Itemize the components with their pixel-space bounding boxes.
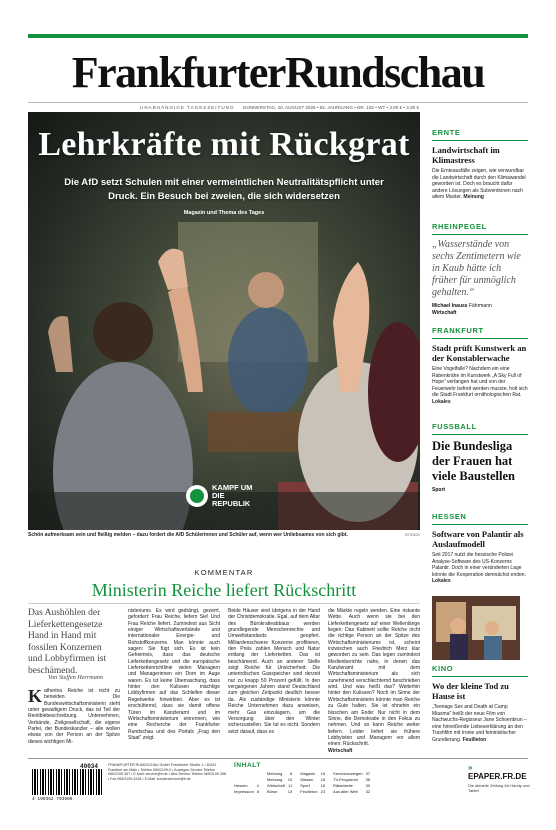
section-label: KINO <box>432 664 528 677</box>
teaser-rheinpegel[interactable] <box>432 222 528 316</box>
toc-heading: INHALT <box>234 762 261 769</box>
toc-section-link[interactable]: Meinung <box>267 771 283 776</box>
teaser-title[interactable]: Die Bundesliga der Frauen hat viele Baustellen <box>432 439 515 483</box>
photo-caption <box>28 532 420 538</box>
teaser-title[interactable]: Stadt prüft Kunstwerk an der Konstablerwache <box>432 343 527 363</box>
toc-page-number: 4 <box>256 783 260 788</box>
toc-page-number: 10 <box>287 777 293 782</box>
lead-headline[interactable]: Lehrkräfte mit Rückgrat <box>38 126 410 163</box>
lead-section-note: Magazin und Thema des Tages <box>183 210 265 216</box>
teaser-source: Sport <box>432 487 446 493</box>
toc-section-link[interactable]: Wirtschaft <box>267 783 285 788</box>
toc-section-link[interactable]: TV-Programm <box>333 777 358 782</box>
epaper-description: Die aktuelle Zeitung für Handy und Tablet <box>468 783 530 793</box>
commentary-intro: Das Aushöhlen der Lieferkettengesetze Hand in Hand mit fossilen Konzernen und Lobbyfirmen ist beschämend. <box>28 608 107 676</box>
barcode-number: 4 190352 703906 <box>32 797 73 802</box>
commentary-column-0: Katherina Reiche ist nicht zu beneiden. Die Bundeswirtschaftsministerin steht unter gewaltigem Druck, das ist Teil der Rentiblebeschreibung. Unternehmen, Verbände, Zivilgesellschaft, die eigene Partei, der Bundeskanzler – alle wollen etwas von der Person an der Spitze dieses wichtigen Mi- <box>28 686 120 745</box>
classroom-illustration <box>28 112 420 530</box>
commentary-author: Von Steffen Herrmann <box>48 674 103 681</box>
kino-photo[interactable] <box>432 596 520 660</box>
teaser-ernte[interactable] <box>432 128 528 201</box>
toc-page-number: 8 <box>256 789 260 794</box>
series-badge-label: KAMPF UM DIE REPUBLIK <box>212 483 253 508</box>
quote-author: Michael Inauss Fährmann Wirtschaft <box>432 303 492 316</box>
commentary-label: KOMMENTAR <box>194 568 254 577</box>
toc-row <box>234 789 378 795</box>
toc-section-link[interactable]: Meinung <box>267 777 283 782</box>
toc-section-link[interactable]: Wissen <box>300 777 314 782</box>
commentary-column-1: nisteriums. Es wird gedrängt, gezerrt, gefordert: Frau Reiche, liefern Sie! Und Frau Reiche liefert. Zumindest aus Sicht einiger Wirtschaftsverbände und internationaler Energie- und Rohstoffkonzerne. Man könnte auch sagen: Sie fügt sich. Es ist kein Geheimnis, dass das deutsche Lieferkettengesetz und die europäische Lieferkettenrichtlinie vielen Managern und Managerinnen ein Dorn im Auge waren. Es ist keine Überraschung, dass hinter den Kulissen mächtige Lobbyfirmen auf das Schleifen dieser Regelwerke hinwirkten. Aber es ist erschütternd, dass sie damit offene Türen im Kanzleramt und im Wirtschaftsministerium einrennen, wie eine Recherche der Frankfurter Rundschau und des Portals „Frag den Staat“ zeigt. <box>128 608 220 741</box>
teaser-body: Eine Vogelfalle? Nachdem ein eine Rabenkrähe im Kunstwerk „A Sky Full of Hope“ verfangen hat und von der Feuerwehr befreit werden musste, holt sich die Stadt Frankfurt ornithologischen Rat. Lokales <box>432 366 528 405</box>
toc-section-link[interactable]: Rätselseite <box>333 783 353 788</box>
epaper-promo[interactable] <box>468 763 530 793</box>
brand-bar <box>28 34 528 38</box>
toc-section-link[interactable]: Sport <box>300 783 310 788</box>
toc-section-link[interactable]: Impressum <box>234 789 254 794</box>
teaser-body: „Teenage Sex and Death at Camp Miasma“ heißt der neue Film von Nachwuchs-Regisseur Jane Schoenbrun – eine hinreißende Liebeserklärung an den Trashfilm mit Ironie und feministischer Grundierung. Feuilleton <box>432 704 527 743</box>
caption-text: Schön aufmerksam sein und fleißig melden – dazu fordert die AfD Schülerinnen und Schüler auf, wenn wer Unliebsames von sich gibt. <box>28 532 348 538</box>
toc-section-link[interactable]: Serviceanzeigen <box>333 771 363 776</box>
republic-logo-icon <box>186 485 208 507</box>
section-label: HESSEN <box>432 512 528 525</box>
toc-page-number: 23 <box>320 789 326 794</box>
toc-page-number: 16 <box>320 771 326 776</box>
epaper-link[interactable]: » EPAPER.FR.DE <box>468 763 527 781</box>
toc-page-number: 8 <box>290 771 293 776</box>
toc-section-link[interactable]: Börse <box>267 789 278 794</box>
series-badge <box>186 484 260 508</box>
teaser-frankfurt[interactable] <box>432 326 528 406</box>
lead-photo[interactable] <box>28 112 420 530</box>
issue-number: 40034 <box>80 763 99 770</box>
imprint: FRANKFURTER RUNDSCHAU GmbH Frankfurter Straße 1 • 60311 Frankfurt am Main • Telefon 069/2199-0 • Anzeigen-Service Telefon 069/2199-357 • E-Mail: service@fr.de • Abo-Service Telefon 069/2199-358 • Fax 069/2199-3316 • E-Mail: kundenservice@fr.de <box>108 763 226 781</box>
toc-page-number: 32 <box>365 789 371 794</box>
toc-page-number: 18 <box>320 777 326 782</box>
page-footer <box>28 758 528 822</box>
toc-page-number: 11 <box>288 783 293 788</box>
edition-date: DONNERSTAG, 20. AUGUST 2026 • 82. JAHRGANG • NR. 192 • WT • 3,90 € • 3,90 € <box>243 105 420 110</box>
toc-section-link[interactable]: Magazin <box>300 771 316 776</box>
commentary-headline[interactable]: Ministerin Reiche liefert Rückschritt <box>91 580 357 600</box>
toc-page-number: 37 <box>365 771 371 776</box>
teaser-hessen[interactable] <box>432 512 528 585</box>
table-of-contents <box>234 762 473 795</box>
teaser-body: Die Ernteausfälle zeigen, wie verwundbar die Landwirtschaft durch den Klimawandel geworden ist. Doch es braucht dafür andere Lösungen als Subventionen nach altem Muster. Meinung <box>432 168 526 201</box>
section-label: RHEINPEGEL <box>432 222 528 235</box>
masthead-title[interactable]: FrankfurterRundschau <box>71 48 485 97</box>
commentary-column-2: Beide Häuser sind übrigens in der Hand der Christdemokratie. Egal, auf dem Altar des Bürokratieabbaus werden grundlegende Menschenrechte und Umweltstandards geopfert. Milliardenschwere Konzerne profitieren, den Preis zahlen Mensch und Natur entlang der Lieferketten. Das ist beschämend. Auch an anderer Stelle zeigt Reiche für Unsicherheit: Die unterirdischen Gasspeicher sind derzeit nur zu knapp 50 Prozent gefüllt. In den vergangenen Jahren stand Deutschland zum gleichen Zeitpunkt deutlich besser da. Als zuständige Ministerin könnte Reiche Unternehmen dazu anweisen, mehr Gas einzulagern, um die Versorgung über den Winter sicherzustellen. Sie tut es nicht. Sondern setzt darauf, dass es <box>228 608 320 735</box>
toc-table <box>234 771 378 795</box>
film-still-illustration <box>432 596 520 660</box>
section-label: ERNTE <box>432 128 528 141</box>
toc-page-number: 18 <box>320 783 326 788</box>
commentary-header <box>28 568 420 601</box>
barcode <box>32 769 102 795</box>
teaser-title[interactable]: Wo der kleine Tod zu Hause ist <box>432 681 509 701</box>
toc-page-number: 38 <box>365 777 371 782</box>
arrow-icon: » <box>468 763 473 772</box>
section-label: FRANKFURT <box>432 326 528 339</box>
teaser-kino[interactable] <box>432 596 528 744</box>
commentary-column-3: die Märkte regeln werden. Eine riskante Wette. Auch wenn sie bei den Lieferkettengesetz auf einer Wellenlänge liegen: Das Kabinett sollte Reiche nicht die richtige Person an der Spitze des Wirtschaftsministeriums ist, scheint inzwischen auch Friedrich Merz klar geworden zu sein. Das legen zumindest Medienberichte nahe, in denen das Kanzleramt mit dem Wirtschaftsministerium als sich zunehmend verschlechternd beschrieben wird. Und was heißt das? Weiterhin hinter den Kulissen? Noch im Sinne der Wirtschaftsministerin könnte man Reiche zu Gute halten. Sie ist ohnehin ein bisschen am Ende: Nur nicht in dem Sinne, die Demokratie in den Fokus zu nehmen. Und so kann Reiche weiter liefern. Leider liefert sie frühere Lobbyisten und Managern vor allem einen: Rückschritt. Wirtschaft <box>328 608 420 754</box>
teaser-body: Seit 2017 nutzt die hessische Polizei Analyse-Software des US-Konzerns Palantir. Doch in einer veränderten Lage könnte die Kooperation demnächst enden. Lokales <box>432 552 526 585</box>
teaser-fussball[interactable] <box>432 422 528 493</box>
toc-page-number: 13 <box>287 789 293 794</box>
tagline: UNABHÄNGIGE TAGESZEITUNG <box>140 105 235 110</box>
divider <box>28 603 420 604</box>
teaser-title[interactable]: Software von Palantir als Auslaufmodell <box>432 529 524 549</box>
dropcap: K <box>28 686 43 706</box>
toc-section-link[interactable]: Aus aller Welt <box>333 789 358 794</box>
toc-page-number: 30 <box>365 783 371 788</box>
toc-section-link[interactable]: Hessen <box>234 783 248 788</box>
lead-subheadline: Die AfD setzt Schulen mit einer vermeintlichen Neutralitätspflicht unter Druck. Ein Besuch bei zweien, die sich widersetzen <box>64 177 384 202</box>
teaser-quote[interactable]: „Wasserstände von sechs Zentimetern wie in Kaub hätte ich früher für unmöglich gehalten.“ <box>432 239 521 298</box>
section-label: FUSSBALL <box>432 422 528 435</box>
teaser-title[interactable]: Landwirtschaft im Klimastress <box>432 145 500 165</box>
photo-credit: ISTOCK <box>405 532 420 537</box>
toc-section-link[interactable]: Feuilleton <box>300 789 318 794</box>
